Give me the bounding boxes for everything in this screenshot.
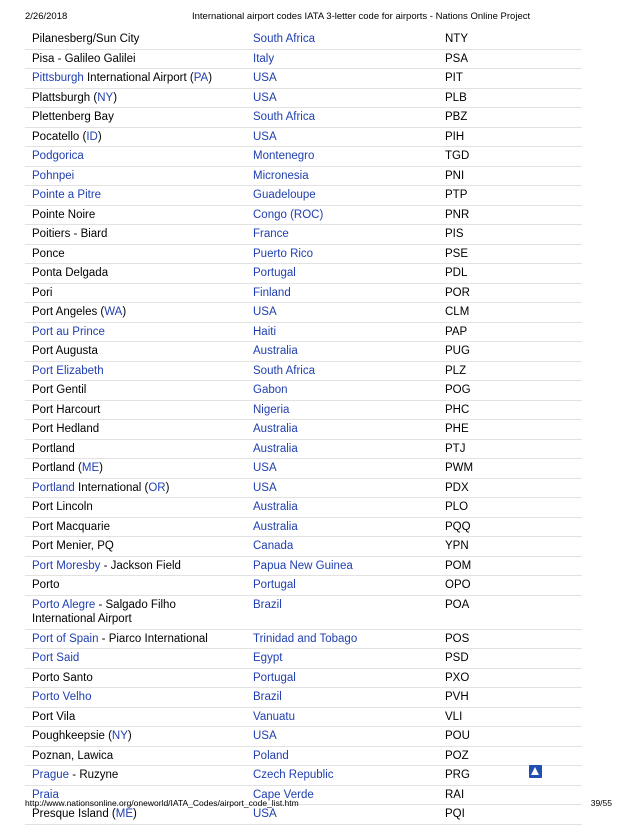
city-text: Port Lincoln — [32, 501, 93, 513]
iata-code: PDL — [436, 264, 582, 284]
city-text: Ponta Delgada — [32, 267, 109, 279]
iata-code: YPN — [436, 537, 582, 557]
table-row — [25, 439, 582, 459]
city-cell — [25, 88, 246, 108]
country-link[interactable]: Trinidad and Tobago — [246, 629, 436, 649]
country-link[interactable]: USA — [246, 459, 436, 479]
city-text: Pilanesberg/Sun City — [32, 33, 140, 45]
up-arrow-icon[interactable] — [529, 765, 542, 778]
city-text: International Airport ( — [83, 72, 194, 84]
city-text: ) — [165, 481, 170, 494]
city-text: ) — [133, 808, 137, 820]
table-row — [25, 381, 582, 401]
city-cell — [25, 49, 246, 69]
city-cell — [25, 707, 246, 727]
iata-code: PNI — [436, 166, 582, 186]
table-row — [25, 668, 582, 688]
city-link[interactable]: PA — [193, 72, 209, 84]
city-text: International ( — [74, 481, 149, 494]
country-link[interactable]: Micronesia — [246, 166, 436, 186]
country-link[interactable]: Portugal — [246, 264, 436, 284]
country-link[interactable]: Montenegro — [246, 147, 436, 167]
city-link[interactable]: Port au Prince — [32, 325, 105, 338]
city-cell — [25, 498, 246, 518]
city-text: ) — [113, 91, 118, 104]
iata-code: POU — [436, 727, 582, 747]
city-text: Port Harcourt — [32, 403, 101, 416]
table-row — [25, 478, 582, 498]
city-text: Portland ( — [32, 462, 82, 474]
city-text: Ponce — [32, 247, 65, 260]
city-text: ) — [208, 72, 213, 84]
city-link[interactable]: ME — [115, 808, 133, 820]
table-row — [25, 69, 582, 89]
country-link[interactable]: Australia — [246, 342, 436, 362]
table-row — [25, 342, 582, 362]
city-cell — [25, 30, 246, 49]
city-link[interactable]: OR — [148, 481, 166, 494]
country-link[interactable]: Poland — [246, 746, 436, 766]
country-link[interactable]: Guadeloupe — [246, 186, 436, 206]
city-cell — [25, 688, 246, 708]
print-footer — [0, 798, 638, 812]
iata-code: PTJ — [436, 439, 582, 459]
city-cell — [25, 537, 246, 557]
country-link[interactable]: Finland — [246, 283, 436, 303]
city-cell — [25, 225, 246, 245]
city-cell — [25, 478, 246, 498]
iata-code: PLO — [436, 498, 582, 518]
table-row — [25, 166, 582, 186]
city-link[interactable]: Pohnpei — [32, 169, 75, 182]
city-cell — [25, 556, 246, 576]
city-link[interactable]: Porto Alegre — [32, 598, 96, 611]
city-text: Port Menier, PQ — [32, 540, 114, 552]
city-cell — [25, 439, 246, 459]
table-row — [25, 746, 582, 766]
iata-code: PHC — [436, 400, 582, 420]
table-row — [25, 225, 582, 245]
country-link[interactable]: South Africa — [246, 361, 436, 381]
iata-code: PSA — [436, 49, 582, 69]
iata-code: PWM — [436, 459, 582, 479]
table-row — [25, 283, 582, 303]
city-text: Poitiers - Biard — [32, 228, 108, 240]
city-text: Portland — [32, 442, 75, 455]
print-header — [0, 11, 638, 25]
country-link[interactable]: Australia — [246, 517, 436, 537]
iata-code: PRG — [436, 766, 582, 786]
table-row — [25, 629, 582, 649]
country-link[interactable]: Puerto Rico — [246, 244, 436, 264]
table-row — [25, 517, 582, 537]
table-body — [25, 30, 582, 824]
city-cell — [25, 381, 246, 401]
city-text: - Jackson Field — [100, 559, 181, 572]
city-link[interactable]: Port of Spain — [32, 632, 99, 645]
table-row — [25, 303, 582, 323]
city-text: Poznan, Lawica — [32, 749, 114, 762]
country-link[interactable]: Haiti — [246, 322, 436, 342]
country-link[interactable]: France — [246, 225, 436, 245]
country-link[interactable]: USA — [246, 805, 436, 825]
city-text: ) — [122, 306, 127, 318]
table-row — [25, 322, 582, 342]
iata-code: PQQ — [436, 517, 582, 537]
table-row — [25, 400, 582, 420]
iata-code: PQI — [436, 805, 582, 825]
city-link[interactable]: Port Moresby — [32, 559, 101, 572]
city-cell — [25, 147, 246, 167]
city-cell — [25, 264, 246, 284]
city-link[interactable]: NY — [97, 91, 114, 104]
country-link[interactable]: Portugal — [246, 668, 436, 688]
iata-code: PBZ — [436, 108, 582, 128]
city-cell — [25, 342, 246, 362]
iata-code: POZ — [436, 746, 582, 766]
city-cell — [25, 166, 246, 186]
city-link[interactable]: Prague — [32, 769, 70, 781]
city-link[interactable]: ME — [81, 462, 100, 474]
table-row — [25, 264, 582, 284]
city-link[interactable]: Pointe a Pitre — [32, 189, 102, 201]
page-url: http://www.nationsonline.org/oneworld/IATA_Codes/airport_code_list.htm — [25, 798, 299, 808]
country-link[interactable]: Nigeria — [246, 400, 436, 420]
city-cell — [25, 127, 246, 147]
table-row — [25, 576, 582, 596]
country-link[interactable]: USA — [246, 303, 436, 323]
city-text: Port Hedland — [32, 423, 100, 435]
city-link[interactable]: WA — [104, 306, 123, 318]
city-cell — [25, 420, 246, 440]
country-link[interactable]: Australia — [246, 498, 436, 518]
city-link[interactable]: NY — [111, 730, 128, 742]
country-link[interactable]: USA — [246, 88, 436, 108]
city-link[interactable]: Port Said — [32, 652, 80, 664]
iata-code: OPO — [436, 576, 582, 596]
iata-code: PAP — [436, 322, 582, 342]
city-cell — [25, 576, 246, 596]
iata-code: PSD — [436, 649, 582, 669]
city-text: Porto — [32, 579, 60, 591]
city-cell — [25, 400, 246, 420]
city-text: Pori — [32, 286, 53, 299]
country-link[interactable]: USA — [246, 127, 436, 147]
iata-code: PNR — [436, 205, 582, 225]
iata-code: CLM — [436, 303, 582, 323]
table-row — [25, 649, 582, 669]
iata-code: POG — [436, 381, 582, 401]
country-link[interactable]: Australia — [246, 439, 436, 459]
table-row — [25, 420, 582, 440]
iata-code: RAI — [436, 785, 582, 805]
table-row — [25, 707, 582, 727]
iata-code: PIS — [436, 225, 582, 245]
city-text: - Salgado Filho International Airport — [32, 598, 176, 625]
city-text: Plattsburgh ( — [32, 91, 98, 104]
city-text: Presque Island ( — [32, 808, 116, 820]
city-link[interactable]: Praia — [32, 788, 59, 801]
table-row — [25, 244, 582, 264]
table-row — [25, 30, 582, 49]
page-number: 39/55 — [590, 798, 612, 808]
iata-code: TGD — [436, 147, 582, 167]
iata-code: PXO — [436, 668, 582, 688]
city-cell — [25, 595, 246, 629]
country-link[interactable]: South Africa — [246, 30, 436, 49]
country-link[interactable]: Papua New Guinea — [246, 556, 436, 576]
city-cell — [25, 69, 246, 89]
city-cell — [25, 668, 246, 688]
iata-code: NTY — [436, 30, 582, 49]
city-link[interactable]: Port Elizabeth — [32, 364, 104, 377]
city-text: Plettenberg Bay — [32, 111, 114, 123]
city-text: - Ruzyne — [69, 769, 119, 781]
country-link[interactable]: Italy — [246, 49, 436, 69]
iata-code: POM — [436, 556, 582, 576]
city-cell — [25, 108, 246, 128]
city-cell — [25, 283, 246, 303]
table-row — [25, 108, 582, 128]
iata-code: PTP — [436, 186, 582, 206]
city-text: ) — [97, 130, 102, 143]
iata-code: VLI — [436, 707, 582, 727]
city-cell — [25, 205, 246, 225]
city-cell — [25, 322, 246, 342]
print-date: 2/26/2018 — [25, 11, 68, 22]
city-text: Pisa - Galileo Galilei — [32, 52, 136, 65]
city-text: ) — [127, 730, 132, 742]
table-row — [25, 49, 582, 69]
city-cell — [25, 244, 246, 264]
table-row — [25, 147, 582, 167]
country-link[interactable]: Portugal — [246, 576, 436, 596]
iata-code: POR — [436, 283, 582, 303]
city-cell — [25, 766, 246, 786]
iata-code: POS — [436, 629, 582, 649]
city-cell — [25, 303, 246, 323]
country-link[interactable]: Canada — [246, 537, 436, 557]
iata-code: PUG — [436, 342, 582, 362]
country-link[interactable]: Gabon — [246, 381, 436, 401]
city-cell — [25, 649, 246, 669]
iata-code: POA — [436, 595, 582, 629]
city-text: Port Vila — [32, 710, 76, 723]
table-row — [25, 688, 582, 708]
table-row — [25, 205, 582, 225]
city-cell — [25, 727, 246, 747]
city-cell — [25, 517, 246, 537]
city-text: Pocatello ( — [32, 130, 87, 143]
table-row — [25, 556, 582, 576]
city-link[interactable]: Podgorica — [32, 150, 84, 162]
city-text: ) — [99, 462, 103, 474]
city-link[interactable]: ID — [86, 130, 98, 143]
iata-code: PVH — [436, 688, 582, 708]
country-link[interactable]: Brazil — [246, 595, 436, 629]
city-cell — [25, 186, 246, 206]
page-title: International airport codes IATA 3-letter code for airports - Nations Online Project — [192, 11, 531, 22]
country-link[interactable]: Congo (ROC) — [246, 205, 436, 225]
table-row — [25, 127, 582, 147]
country-link[interactable]: Cape Verde — [246, 785, 436, 805]
airport-code-table — [25, 30, 582, 825]
country-link[interactable]: USA — [246, 69, 436, 89]
city-link[interactable]: Portland — [32, 481, 75, 494]
table-row — [25, 595, 582, 629]
city-cell — [25, 746, 246, 766]
city-text: Pointe Noire — [32, 208, 96, 221]
city-cell — [25, 459, 246, 479]
city-text: Port Macquarie — [32, 520, 110, 533]
table-row — [25, 537, 582, 557]
table-row — [25, 361, 582, 381]
city-text: - Piarco International — [98, 632, 208, 645]
table-row — [25, 459, 582, 479]
iata-code: PSE — [436, 244, 582, 264]
city-link[interactable]: Pittsburgh — [32, 72, 84, 84]
iata-code: PIH — [436, 127, 582, 147]
city-cell — [25, 361, 246, 381]
iata-code: PHE — [436, 420, 582, 440]
country-link[interactable]: Australia — [246, 420, 436, 440]
city-text: Port Gentil — [32, 384, 87, 396]
country-link[interactable]: USA — [246, 478, 436, 498]
table-row — [25, 766, 582, 786]
city-text: Port Augusta — [32, 345, 98, 357]
iata-code: PDX — [436, 478, 582, 498]
city-text: Port Angeles ( — [32, 306, 105, 318]
country-link[interactable]: Vanuatu — [246, 707, 436, 727]
city-text: Poughkeepsie ( — [32, 730, 112, 742]
iata-code: PLB — [436, 88, 582, 108]
country-link[interactable]: Brazil — [246, 688, 436, 708]
country-link[interactable]: Egypt — [246, 649, 436, 669]
country-link[interactable]: South Africa — [246, 108, 436, 128]
iata-code: PIT — [436, 69, 582, 89]
table-row — [25, 88, 582, 108]
country-link[interactable]: Czech Republic — [246, 766, 436, 786]
table-row — [25, 186, 582, 206]
table-row — [25, 727, 582, 747]
city-cell — [25, 629, 246, 649]
city-link[interactable]: Porto Velho — [32, 691, 92, 703]
country-link[interactable]: USA — [246, 727, 436, 747]
iata-code: PLZ — [436, 361, 582, 381]
table-row — [25, 498, 582, 518]
city-text: Porto Santo — [32, 671, 93, 684]
